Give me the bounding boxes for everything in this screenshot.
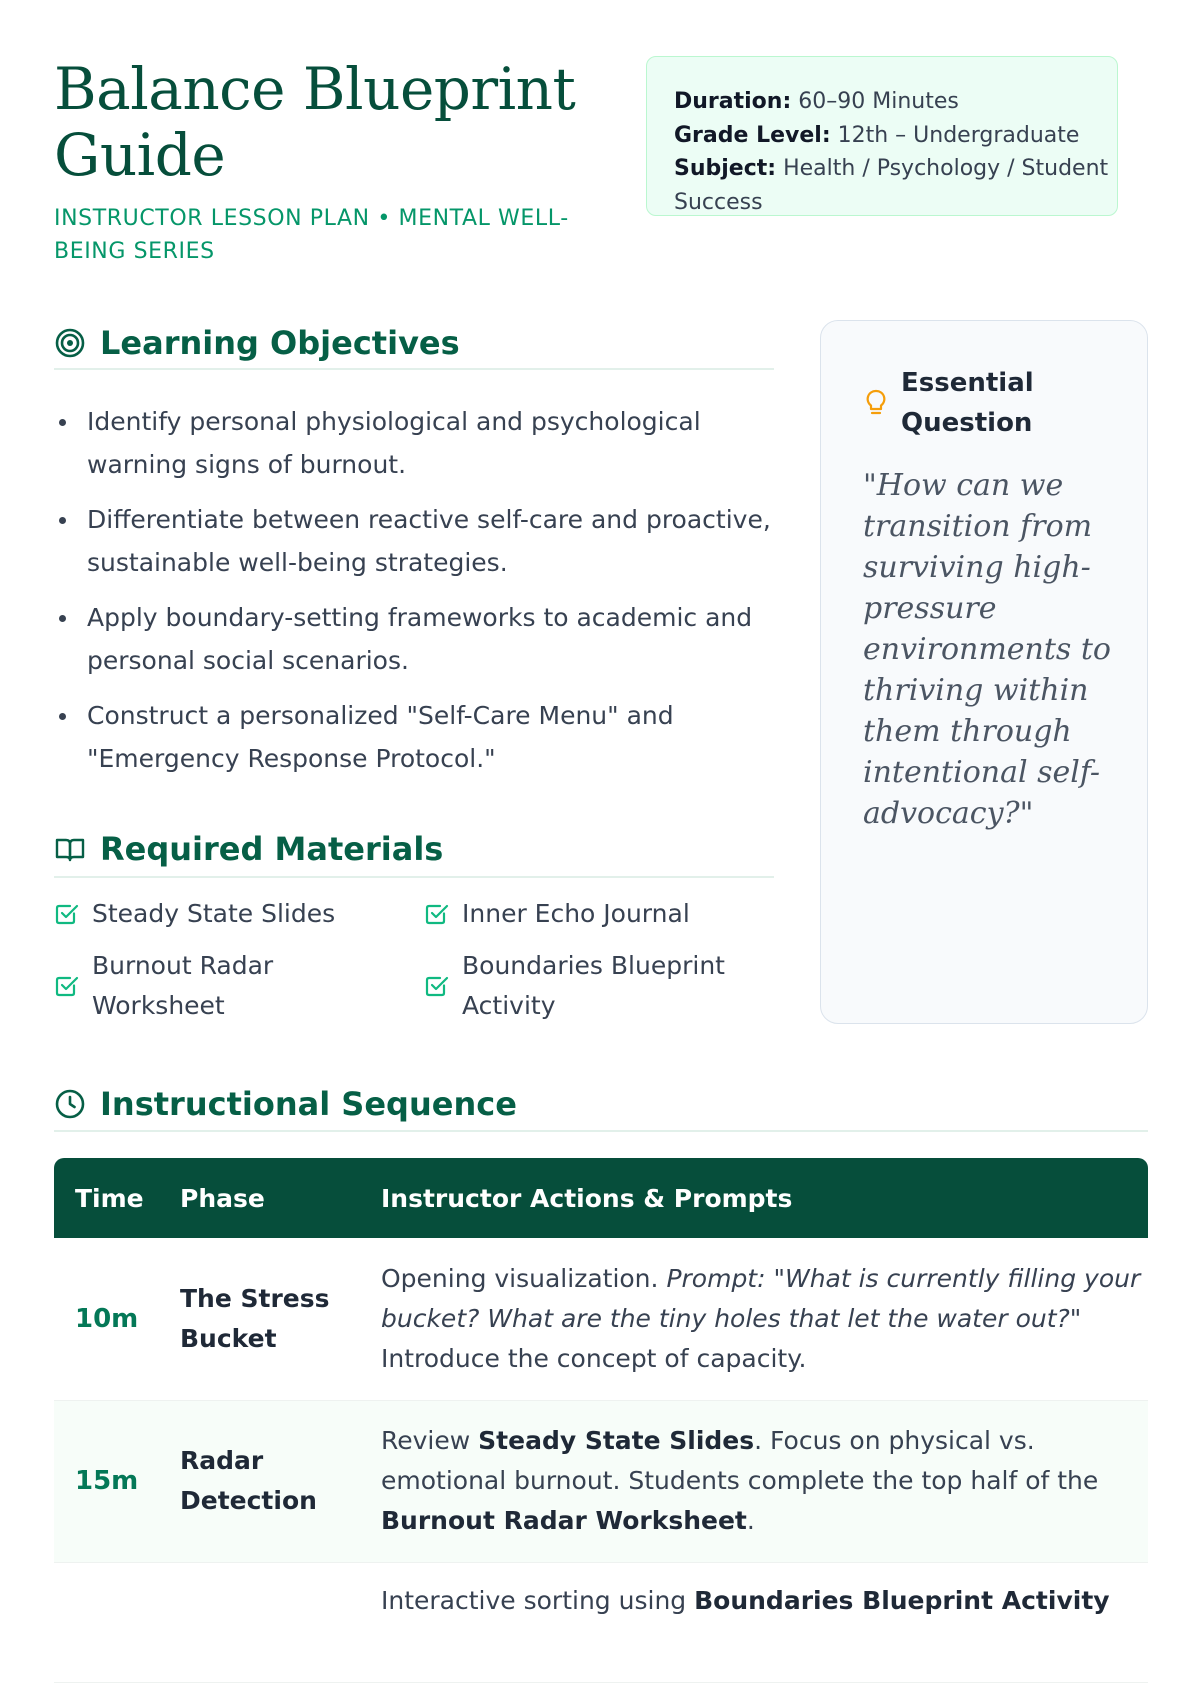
table-row	[54, 1400, 1148, 1562]
essential-question-title: Essential Question	[901, 368, 1034, 438]
material-label: Inner Echo Journal	[462, 899, 690, 928]
subject-label: Subject:	[674, 156, 777, 181]
essential-question-quote: "How can we transition from surviving high-pressure environments to thriving within them through intentional self-advocacy?"	[863, 468, 1111, 831]
action-material: Boundaries Blueprint Activity	[694, 1585, 1110, 1615]
list-item: Apply boundary-setting frameworks to academic and personal social scenarios.	[54, 596, 774, 682]
target-icon	[54, 327, 86, 359]
checkbox-check-icon	[54, 973, 80, 999]
row-action	[360, 1400, 1148, 1562]
instructional-sequence-table	[54, 1158, 1148, 1683]
list-item: Construct a personalized "Self-Care Menu" and "Emergency Response Protocol."	[54, 694, 774, 780]
material-item	[54, 946, 294, 1026]
action-text: .	[746, 1506, 755, 1535]
row-time: 10m	[54, 1238, 159, 1400]
material-label: Boundaries Blueprint Activity	[462, 951, 725, 1020]
action-text: . Focus on physical vs. emotional burnout. Students complete the top half of the	[381, 1426, 1099, 1495]
column-header-actions: Instructor Actions & Prompts	[381, 1183, 793, 1213]
row-time	[54, 1562, 159, 1682]
row-phase: Radar Detection	[159, 1400, 360, 1562]
row-action	[360, 1562, 1148, 1682]
row-time: 15m	[54, 1400, 159, 1562]
checkbox-check-icon	[54, 901, 80, 927]
action-prompt: Prompt: "What is currently filling your bucket? What are the tiny holes that let the water out?"	[381, 1263, 1141, 1333]
material-label: Steady State Slides	[92, 899, 336, 928]
instructional-sequence-title: Instructional Sequence	[100, 1085, 517, 1123]
essential-question-heading	[863, 363, 1061, 443]
essential-question-card	[820, 320, 1148, 1024]
lesson-meta-box	[646, 56, 1118, 216]
checkbox-check-icon	[424, 973, 450, 999]
action-material: Steady State Slides	[478, 1426, 755, 1455]
column-header-phase: Phase	[180, 1183, 265, 1213]
material-item	[424, 894, 764, 934]
material-item	[424, 946, 734, 1026]
learning-objectives-heading	[54, 318, 774, 370]
objectives-list	[54, 400, 774, 792]
action-material: Burnout Radar Worksheet	[381, 1506, 747, 1535]
checkbox-check-icon	[424, 901, 450, 927]
instructional-sequence-heading	[54, 1078, 1148, 1132]
row-phase: The Stress Bucket	[159, 1238, 360, 1400]
page-title: Balance Blueprint Guide	[54, 55, 576, 189]
duration-value: 60–90 Minutes	[798, 89, 959, 114]
material-label: Burnout Radar Worksheet	[92, 951, 274, 1020]
material-item	[54, 894, 394, 934]
book-open-icon	[54, 833, 86, 865]
column-header-time: Time	[75, 1183, 144, 1213]
table-row	[54, 1238, 1148, 1400]
clock-icon	[54, 1088, 86, 1120]
action-text: Review	[381, 1426, 479, 1455]
action-text: Opening visualization.	[381, 1263, 667, 1293]
page-subtitle: INSTRUCTOR LESSON PLAN • MENTAL WELL-BEING SERIES	[54, 206, 569, 264]
grade-label: Grade Level:	[674, 122, 831, 148]
list-item: Identify personal physiological and psychological warning signs of burnout.	[54, 400, 774, 486]
duration-row	[674, 85, 1117, 119]
page-header	[54, 56, 1148, 276]
list-item: Differentiate between reactive self-care and proactive, sustainable well-being strategies.	[54, 498, 774, 584]
grade-row	[674, 119, 1117, 153]
grade-value: 12th – Undergraduate	[837, 122, 1080, 148]
lightbulb-icon	[863, 388, 889, 418]
action-text: Introduce the concept of capacity.	[381, 1343, 807, 1373]
table-row	[54, 1562, 1148, 1682]
row-action	[360, 1238, 1148, 1400]
subject-row	[674, 152, 1117, 219]
subject-value: Health / Psychology / Student Success	[674, 156, 1109, 215]
row-phase	[159, 1562, 360, 1682]
required-materials-heading	[54, 822, 774, 878]
table-header-row	[54, 1158, 1148, 1238]
action-text: Interactive sorting using	[381, 1585, 695, 1615]
learning-objectives-title: Learning Objectives	[100, 324, 460, 362]
required-materials-title: Required Materials	[100, 830, 444, 868]
duration-label: Duration:	[674, 89, 792, 114]
